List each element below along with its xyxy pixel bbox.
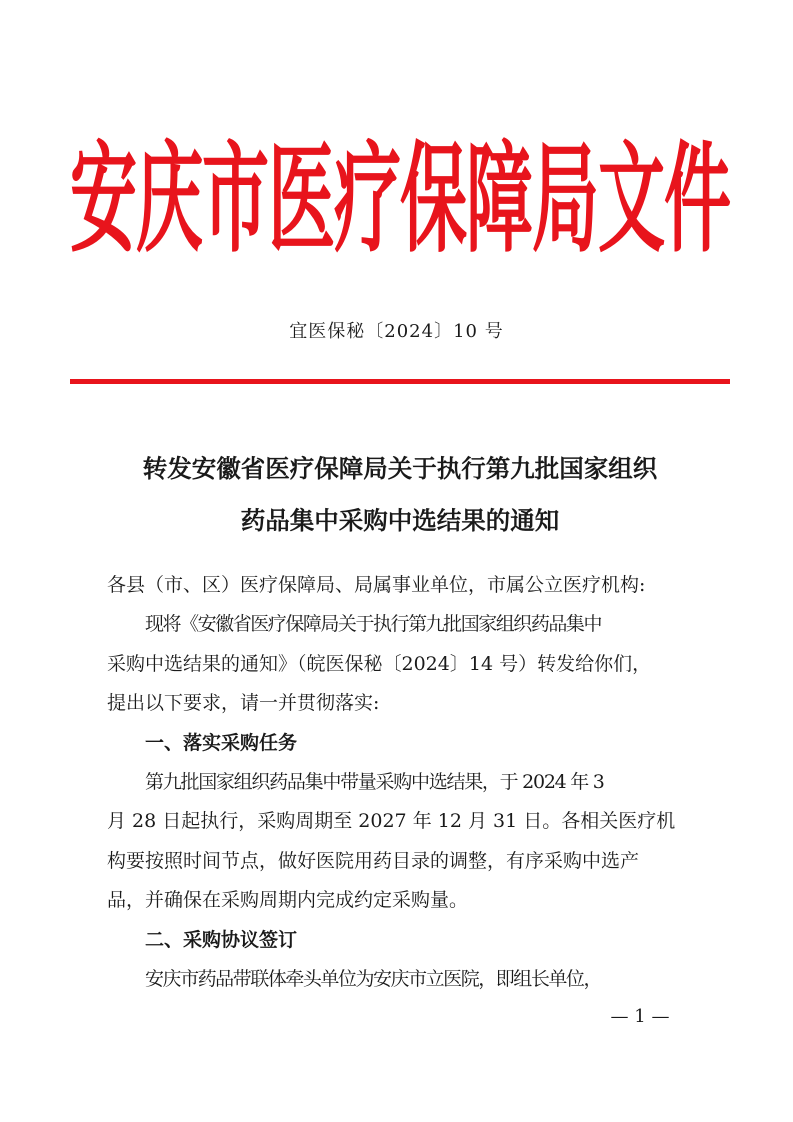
- intro-line-2: 采购中选结果的通知》（皖医保秘〔2024〕14 号）转发给你们，: [107, 652, 652, 675]
- section-2-line-1: 安庆市药品带联体牵头单位为安庆市立医院，即组长单位，: [145, 968, 602, 991]
- document-body: [107, 566, 697, 999]
- title-line-2: 药品集中采购中选结果的通知: [240, 506, 560, 535]
- section-1-heading: 一、落实采购任务: [145, 731, 298, 754]
- section-1-line-1: 第九批国家组织药品集中带量采购中选结果，于 2024 年 3: [145, 771, 604, 794]
- title-line-1: 转发安徽省医疗保障局关于执行第九批国家组织: [142, 454, 658, 483]
- page-number: — 1 —: [610, 1006, 670, 1027]
- section-1-paragraph-cont: [107, 802, 697, 920]
- section-1-line-4: 品，并确保在采购周期内完成约定采购量。: [107, 889, 469, 912]
- intro-line-3: 提出以下要求，请一并贯彻落实:: [107, 692, 380, 715]
- document-title: [70, 443, 730, 547]
- masthead-title: 安庆市医疗保障局文件: [69, 128, 731, 269]
- section-2-heading: 二、采购协议签订: [145, 928, 298, 951]
- document-number: 宜医保秘〔2024〕10 号: [289, 321, 504, 342]
- intro-paragraph-cont: [107, 645, 697, 724]
- intro-paragraph: [107, 605, 697, 644]
- document-masthead: [69, 128, 731, 270]
- intro-line-1: 现将《安徽省医疗保障局关于执行第九批国家组织药品集中: [145, 613, 602, 636]
- red-divider: [70, 379, 730, 384]
- addressee: [107, 566, 697, 605]
- addressee-line: 各县（市、区）医疗保障局、局属事业单位，市属公立医疗机构:: [107, 574, 646, 596]
- section-1-paragraph: [107, 763, 697, 802]
- section-1-line-3: 构要按照时间节点，做好医院用药目录的调整，有序采购中选产: [107, 849, 640, 872]
- section-1-line-2: 月 28 日起执行，采购周期至 2027 年 12 月 31 日。各相关医疗机: [107, 810, 676, 833]
- section-2-paragraph: [107, 960, 697, 999]
